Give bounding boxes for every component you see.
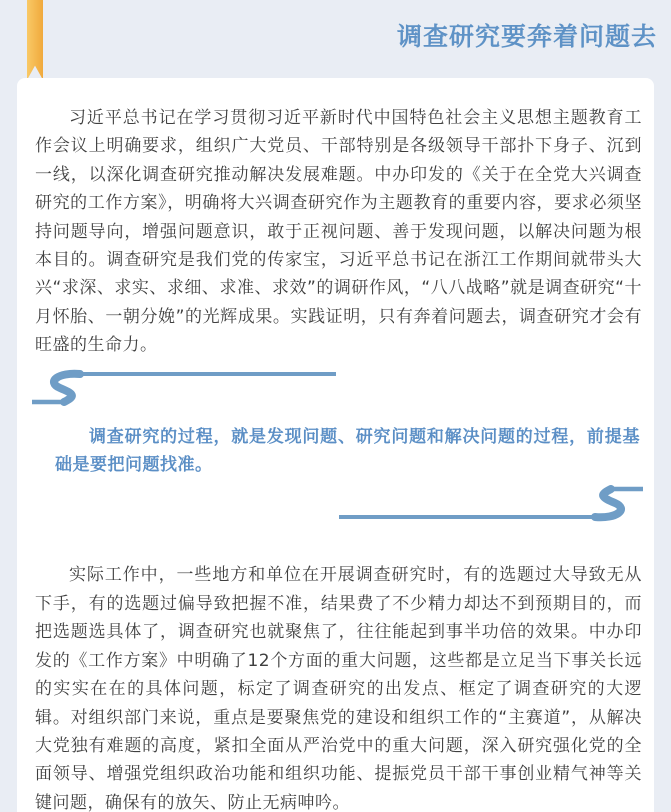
opening-paragraph: 习近平总书记在学习贯彻习近平新时代中国特色社会主义思想主题教育工作会议上明确要求，组织广大党员、干部特别是各级领导干部扑下身子、沉到一线，以深化调查研究推动解决发展难题。中办印发的《关于在全党大兴调查研究的工作方案》，明确将大兴调查研究作为主题教育的重要内容，要求必须坚持问题导向，增强问题意识，敢于正视问题、善于发现问题，以解决问题为根本目的。调查研究是我们党的传家宝，习近平总书记在浙江工作期间就带头大兴“求深、求实、求细、求准、求效”的调研作风，“八八战略”就是调查研究“十月怀胎、一朝分娩”的光辉成果。实践证明，只有奔着问题去，调查研究才会有旺盛的生命力。 xyxy=(35,108,642,356)
quote-flourish-bottom-icon xyxy=(335,485,645,523)
article-card xyxy=(17,78,654,812)
quote-flourish-top-icon xyxy=(30,368,340,406)
pull-quote xyxy=(35,368,642,524)
closing-paragraph: 实际工作中，一些地方和单位在开展调查研究时，有的选题过大导致无从下手，有的选题过偏导致把握不准，结果费了不少精力却达不到预期目的，而把选题选具体了，调查研究也就聚焦了，往往能起到事半功倍的效果。中办印发的《工作方案》中明确了12个方面的重大问题，这些都是立足当下事关长远的实实在在的具体问题，标定了调查研究的出发点、框定了调查研究的大逻辑。对组织部门来说，重点是要聚焦党的建设和组织工作的“主赛道”，从解决大党独有难题的高度，紧扣全面从严治党中的重大问题，深入研究强化党的全面领导、增强党组织政治功能和组织功能、提振党员干部干事创业精气神等关键问题，确保有的放矢、防止无病呻吟。 xyxy=(35,565,642,812)
page-header xyxy=(0,0,671,78)
page-title: 调查研究要奔着问题去 xyxy=(396,22,657,51)
pull-quote-text: 调查研究的过程，就是发现问题、研究问题和解决问题的过程，前提基础是要把问题找准。 xyxy=(55,426,640,476)
